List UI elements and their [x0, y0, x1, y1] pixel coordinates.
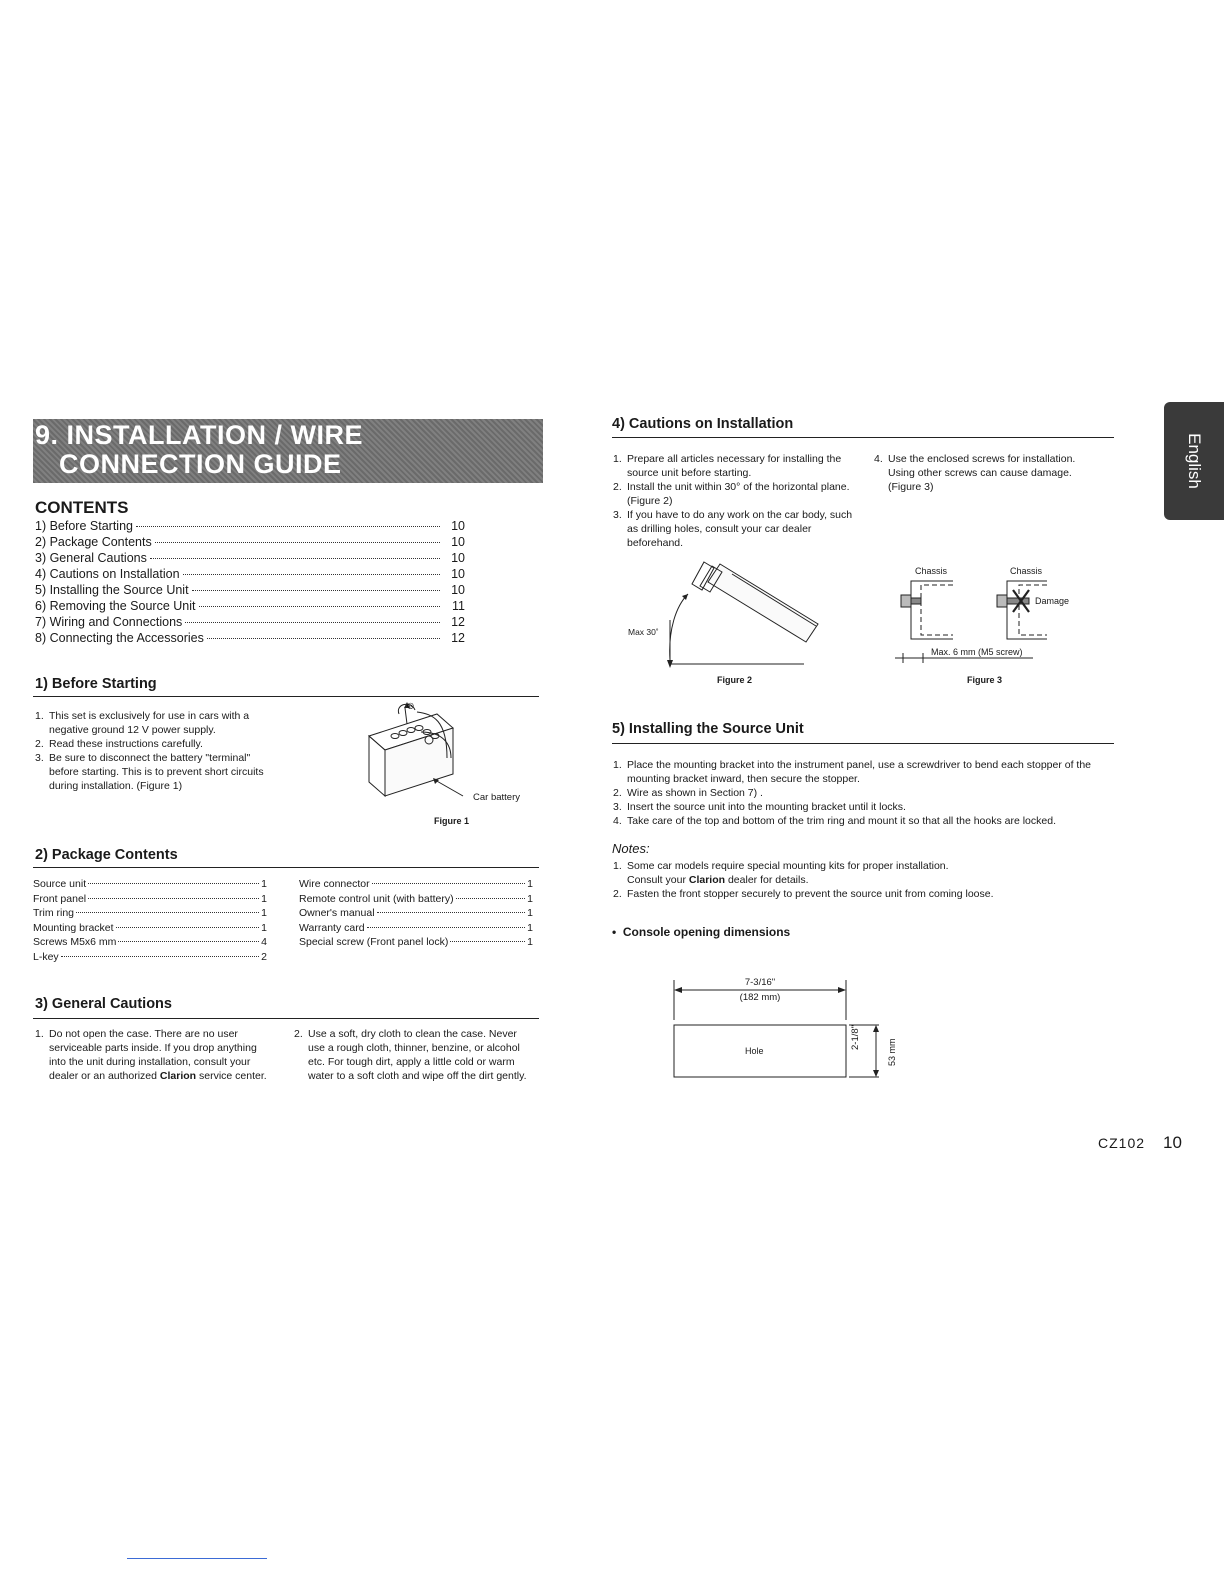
console-heading: • Console opening dimensions — [612, 925, 791, 939]
hole-label: Hole — [745, 1046, 764, 1056]
list-item: 2. Use a soft, dry cloth to clean the case. Never use a rough cloth, thinner, benzine, or alcohol etc. For tough dirt, apply a little cold or warm water to a soft cloth and wipe off the dirt gently. — [294, 1028, 527, 1082]
installing-source-heading: 5) Installing the Source Unit — [612, 721, 804, 737]
installing-source-list — [613, 758, 1118, 828]
list-item: 2. Install the unit within 30° of the horizontal plane. (Figure 2) — [613, 481, 850, 507]
toc-label: 6) Removing the Source Unit — [35, 599, 196, 613]
damage-label: Damage — [1035, 596, 1070, 606]
table-of-contents — [35, 519, 465, 647]
footer-link-underline — [127, 1558, 267, 1559]
list-item: L-key 2 — [33, 950, 267, 963]
general-cautions-heading: 3) General Cautions — [35, 996, 172, 1012]
language-tab-label: English — [1185, 433, 1204, 489]
toc-label: 4) Cautions on Installation — [35, 567, 180, 581]
svg-text:◎: ◎ — [407, 701, 414, 710]
toc-row[interactable] — [35, 567, 465, 583]
list-item: 1. Some car models require special mounting kits for proper installation. Consult your Clarion dealer for details. — [613, 860, 949, 886]
list-item: Mounting bracket 1 — [33, 921, 267, 934]
list-item: Remote control unit (with battery) 1 — [299, 892, 533, 905]
title-line-2: CONNECTION GUIDE — [59, 449, 342, 479]
toc-label: 3) General Cautions — [35, 551, 147, 565]
toc-page: 10 — [451, 551, 465, 565]
max-angle-label: Max 30˚ — [628, 627, 659, 637]
package-contents-heading: 2) Package Contents — [35, 847, 178, 863]
figure-3-caption: Figure 3 — [967, 675, 1003, 685]
toc-label: 7) Wiring and Connections — [35, 615, 183, 629]
section-divider — [612, 437, 1114, 438]
list-item: Owner's manual 1 — [299, 907, 533, 919]
toc-row[interactable] — [35, 631, 465, 647]
toc-row[interactable] — [35, 615, 465, 631]
list-item: Screws M5x6 mm 4 — [33, 936, 267, 948]
list-item: 4. Use the enclosed screws for installation. Using other screws can cause damage. (Figure 3) — [874, 453, 1076, 493]
general-cautions-list-left — [35, 1027, 267, 1083]
toc-label: 5) Installing the Source Unit — [35, 583, 189, 597]
contents-heading: CONTENTS — [35, 498, 129, 517]
mounting-angle-figure — [620, 560, 840, 670]
car-battery-label: Car battery — [473, 792, 520, 803]
package-list-left — [33, 878, 267, 965]
title-banner — [33, 419, 543, 483]
list-item: 1. Prepare all articles necessary for installing the source unit before starting. — [613, 453, 842, 479]
toc-page: 10 — [451, 583, 465, 597]
toc-row[interactable] — [35, 599, 465, 615]
toc-label: 2) Package Contents — [35, 535, 152, 549]
list-item: Wire connector 1 — [299, 878, 533, 890]
console-height-mm: 53 mm — [887, 1038, 897, 1066]
section-divider — [33, 867, 539, 868]
list-item: Trim ring 1 — [33, 907, 267, 919]
list-item: Special screw (Front panel lock) 1 — [299, 936, 533, 948]
list-item: 4. Take care of the top and bottom of the trim ring and mount it so that all the hooks are locked. — [613, 815, 1056, 827]
list-item: 1. Do not open the case. There are no user serviceable parts inside. If you drop anything into the unit during installation, consult your dealer or an authorized Clarion service center. — [35, 1028, 267, 1082]
toc-row[interactable] — [35, 583, 465, 599]
before-starting-heading: 1) Before Starting — [35, 676, 157, 692]
figure-1-caption: Figure 1 — [434, 816, 470, 826]
toc-page: 10 — [451, 567, 465, 581]
figure-2-caption: Figure 2 — [717, 675, 753, 685]
list-item: Front panel 1 — [33, 892, 267, 905]
list-item: Source unit 1 — [33, 878, 267, 890]
before-starting-list — [35, 709, 275, 793]
package-list-right — [299, 878, 533, 951]
toc-row[interactable] — [35, 519, 465, 535]
cautions-installation-list-right — [874, 452, 1104, 494]
toc-page: 11 — [452, 599, 465, 613]
language-tab[interactable] — [1164, 402, 1224, 520]
title-line-1: 9. INSTALLATION / WIRE — [35, 420, 363, 450]
screw-dimension-label: Max. 6 mm (M5 screw) — [931, 647, 1023, 657]
list-item: 2. Wire as shown in Section 7) . — [613, 787, 763, 799]
toc-page: 10 — [451, 519, 465, 533]
section-divider — [33, 1018, 539, 1019]
list-item: 1. This set is exclusively for use in cars with a negative ground 12 V power supply. — [35, 710, 250, 736]
list-item: Warranty card 1 — [299, 921, 533, 934]
console-width-mm: (182 mm) — [739, 992, 781, 1003]
section-divider — [612, 743, 1114, 744]
notes-heading: Notes: — [612, 841, 650, 856]
list-item: 1. Place the mounting bracket into the instrument panel, use a screwdriver to bend each stopper of the mounting bracket inward, then secure the stopper. — [613, 759, 1092, 785]
list-item: 3. If you have to do any work on the car body, such as drilling holes, consult your car dealer beforehand. — [613, 509, 853, 549]
chassis-label: Chassis — [915, 566, 948, 576]
section-divider — [33, 696, 539, 697]
console-width-inches: 7-3/16" — [744, 977, 776, 988]
toc-page: 12 — [451, 615, 465, 629]
chassis-label: Chassis — [1010, 566, 1043, 576]
toc-page: 10 — [451, 535, 465, 549]
model-number: CZ102 — [1098, 1135, 1146, 1151]
list-item: 3. Be sure to disconnect the battery "terminal" before starting. This is to prevent short circuits during installation. (Figure 1) — [35, 752, 264, 792]
toc-label: 1) Before Starting — [35, 519, 133, 533]
notes-list — [613, 859, 1118, 901]
toc-page: 12 — [451, 631, 465, 645]
general-cautions-list-right — [294, 1027, 534, 1083]
list-item: 2. Read these instructions carefully. — [35, 738, 203, 750]
console-height-inches: 2-1/8" — [850, 1024, 861, 1050]
cautions-installation-heading: 4) Cautions on Installation — [612, 416, 794, 432]
toc-row[interactable] — [35, 551, 465, 567]
toc-row[interactable] — [35, 535, 465, 551]
list-item: 2. Fasten the front stopper securely to prevent the source unit from coming loose. — [613, 888, 994, 900]
toc-label: 8) Connecting the Accessories — [35, 631, 204, 645]
page-number: 10 — [1163, 1133, 1182, 1152]
list-item: 3. Insert the source unit into the mounting bracket until it locks. — [613, 801, 906, 813]
cautions-installation-list-left — [613, 452, 853, 550]
